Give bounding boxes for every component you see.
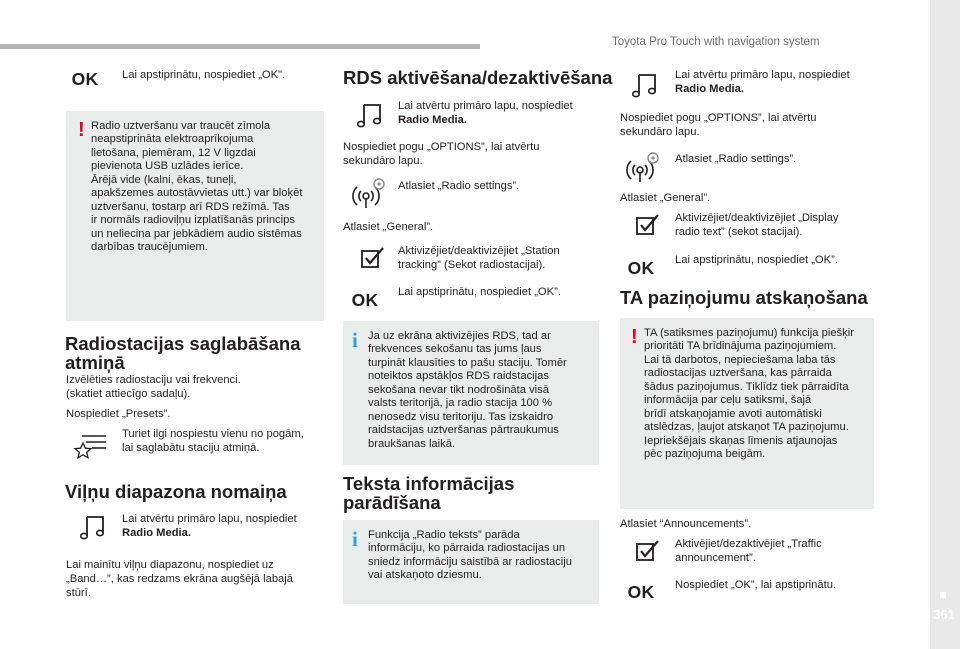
manual-title: Toyota Pro Touch with navigation system [612, 36, 820, 48]
ok-confirm-text: Lai apstiprinātu, nospiediet „OK”. [675, 254, 838, 266]
music-note-icon [624, 70, 668, 100]
warning-line: pievienota USB uzlādes ierīce. [91, 160, 244, 172]
options-text: Nospiediet pogu „OPTIONS”, lai atvērtu [620, 112, 817, 124]
warning-line: Ārējā vide (kalni, ēkas, tuneļi, [91, 174, 237, 186]
warning-line: apakšzemes autostāvvietas utt.) var bloķēt [91, 187, 303, 199]
section-title-text-info-2: parādīšana [343, 492, 441, 513]
display-radio-text: Aktivizējiet/deaktivizējiet „Display [675, 212, 839, 224]
ok-icon: OK [627, 582, 655, 602]
info-line: frekvences sekošanu tas jums ļaus [368, 343, 542, 355]
display-radio-text-2: radio text” (sekot stacijai). [675, 226, 803, 238]
select-station-text-2: (skatiet attiecīgo sadaļu). [66, 388, 191, 400]
home-text-radio-media: Radio Media. [122, 527, 191, 539]
warning-box [66, 111, 324, 321]
warning-line: TA (satiksmes paziņojumu) funkcija piešķir [644, 327, 854, 339]
warning-line: Radio uztveršanu var traucēt zīmola [91, 120, 271, 132]
checkbox-icon [349, 244, 393, 272]
info-line: raidstacijas uztveršanas pārtraukumus [368, 424, 559, 436]
info-line: turpināt klausīties to pašu staciju. Tomēr [368, 357, 567, 369]
warning-line: šādus paziņojumus. Tiklīdz tiek pārraidīta [644, 381, 849, 393]
warning-box-ta [620, 318, 874, 509]
warning-icon: ! [78, 119, 85, 141]
band-change-text-2: „Band…”, kas redzams ekrāna augšējā labajā [66, 573, 293, 585]
ok-icon: OK [627, 258, 655, 278]
home-text-radio-media: Radio Media. [398, 114, 467, 126]
info-icon: i [352, 527, 358, 551]
preset-star-icon [68, 430, 112, 460]
options-text-2: sekundāro lapu. [343, 155, 423, 167]
select-station-text: Izvēlēties radiostaciju vai frekvenci. [66, 374, 241, 386]
select-radio-settings-text: Atlasiet „Radio settings”. [398, 180, 520, 192]
page-edge-strip [930, 0, 960, 649]
ok-icon: OK [351, 290, 379, 310]
warning-line: prioritāti TA brīdinājuma paziņojumiem. [644, 340, 837, 352]
warning-line: darbības traucējumiem. [91, 241, 208, 253]
info-line: noteiktos apstākļos RDS raidstacijas [368, 370, 549, 382]
options-text: Nospiediet pogu „OPTIONS”, lai atvērtu [343, 141, 540, 153]
info-line: Funkcija „Radio teksts” parāda [368, 529, 520, 541]
band-change-text: Lai mainītu viļņu diapazonu, nospiediet uz [66, 559, 274, 571]
warning-line: neapstiprināta elektroaprīkojuma [91, 133, 254, 145]
band-change-text-3: stūrī. [66, 587, 91, 599]
info-box-radio-text [343, 520, 599, 604]
warning-line: radiostacijas uztveršana, kas pārraida [644, 367, 832, 379]
warning-line: atslēdzas, ļaujot atskaņot TA paziņojumu. [644, 421, 849, 433]
warning-line: lietošana, piemēram, 12 V ligzdai [91, 147, 256, 159]
ok-confirm-text: Lai apstiprinātu, nospiediet „OK”. [398, 286, 561, 298]
page-marker-square [940, 592, 946, 598]
home-text-radio-media: Radio Media. [675, 83, 744, 95]
traffic-announcement-text: Aktivējiet/dezaktivējiet „Traffic [675, 538, 822, 550]
select-general-text: Atlasiet „General”. [343, 221, 434, 233]
home-text: Lai atvērtu primāro lapu, nospiediet [122, 513, 297, 525]
info-line: sekošana nevar tikt nodrošināta visā [368, 384, 549, 396]
home-text: Lai atvērtu primāro lapu, nospiediet [675, 69, 850, 81]
select-announcements-text: Atlasiet “Announcements”. [620, 518, 752, 530]
info-line: sniedz informāciju saistībā ar radiostaciju [368, 556, 572, 568]
options-text-2: sekundāro lapu. [620, 126, 700, 138]
traffic-announcement-text-2: announcement”. [675, 552, 756, 564]
ok-icon: OK [71, 69, 99, 89]
warning-line: informācija par ceļu satiksmi, šajā [644, 394, 812, 406]
warning-line: Iepriekšējais skaņas līmenis atjaunojas [644, 435, 838, 447]
hold-button-text-2: lai saglabātu staciju atmiņā. [122, 442, 260, 454]
station-tracking-text-2: tracking” (Sekot radiostacijai). [398, 259, 546, 271]
select-general-text: Atlasiet „General”. [620, 192, 711, 204]
info-box-rds [343, 321, 599, 465]
section-title-memory-2: atmiņā [65, 352, 125, 373]
page-number: 361 [933, 607, 955, 622]
section-title-rds: RDS aktivēšana/dezaktivēšana [343, 67, 613, 88]
info-line: braukšanas laikā. [368, 438, 456, 450]
radio-settings-icon [622, 150, 666, 184]
select-radio-settings-text: Atlasiet „Radio settings”. [675, 153, 797, 165]
info-line: Ja uz ekrāna aktivizējies RDS, tad ar [368, 330, 551, 342]
warning-line: un neliecina par jebkādiem audio sistēmas [91, 228, 302, 240]
music-note-icon [72, 512, 116, 542]
header-rule [0, 44, 480, 49]
radio-settings-icon [348, 176, 392, 210]
section-title-ta: TA paziņojumu atskaņošana [620, 287, 868, 308]
warning-icon: ! [631, 326, 638, 348]
warning-line: uztveršanu, tostarp arī RDS režīmā. Tas [91, 201, 290, 213]
hold-button-text: Turiet ilgi nospiestu vienu no pogām, [122, 428, 304, 440]
section-title-memory: Radiostacijas saglabāšana [65, 333, 301, 354]
info-line: vai atskaņoto dziesmu. [368, 569, 482, 581]
checkbox-icon [624, 537, 668, 565]
section-title-band: Viļņu diapazona nomaiņa [65, 481, 287, 502]
checkbox-icon [624, 211, 668, 239]
section-title-text-info: Teksta informācijas [343, 473, 515, 494]
info-line: informāciju, ko pārraida radiostacijas un [368, 542, 566, 554]
ok-press-text: Nospiediet „OK”, lai apstiprinātu. [675, 579, 837, 591]
warning-line: ir normāls radioviļņu izplatīšanās princips [91, 214, 295, 226]
music-note-icon [349, 100, 393, 130]
press-presets-text: Nospiediet „Presets”. [66, 408, 171, 420]
info-line: valsts teritorijā, ja radio stacija 100 % [368, 397, 553, 409]
info-icon: i [352, 328, 358, 352]
ok-confirm-text: Lai apstiprinātu, nospiediet „OK”. [122, 69, 285, 81]
warning-line: Lai tā darbotos, nepieciešama laba tās [644, 354, 836, 366]
info-line: nenosedz visu teritoriju. Tas izskaidro [368, 411, 554, 423]
home-text: Lai atvērtu primāro lapu, nospiediet [398, 100, 573, 112]
warning-line: pēc paziņojuma beigām. [644, 448, 766, 460]
station-tracking-text: Aktivizējiet/deaktivizējiet „Station [398, 245, 560, 257]
warning-line: brīdī atskaņojamie avoti automātiski [644, 408, 822, 420]
